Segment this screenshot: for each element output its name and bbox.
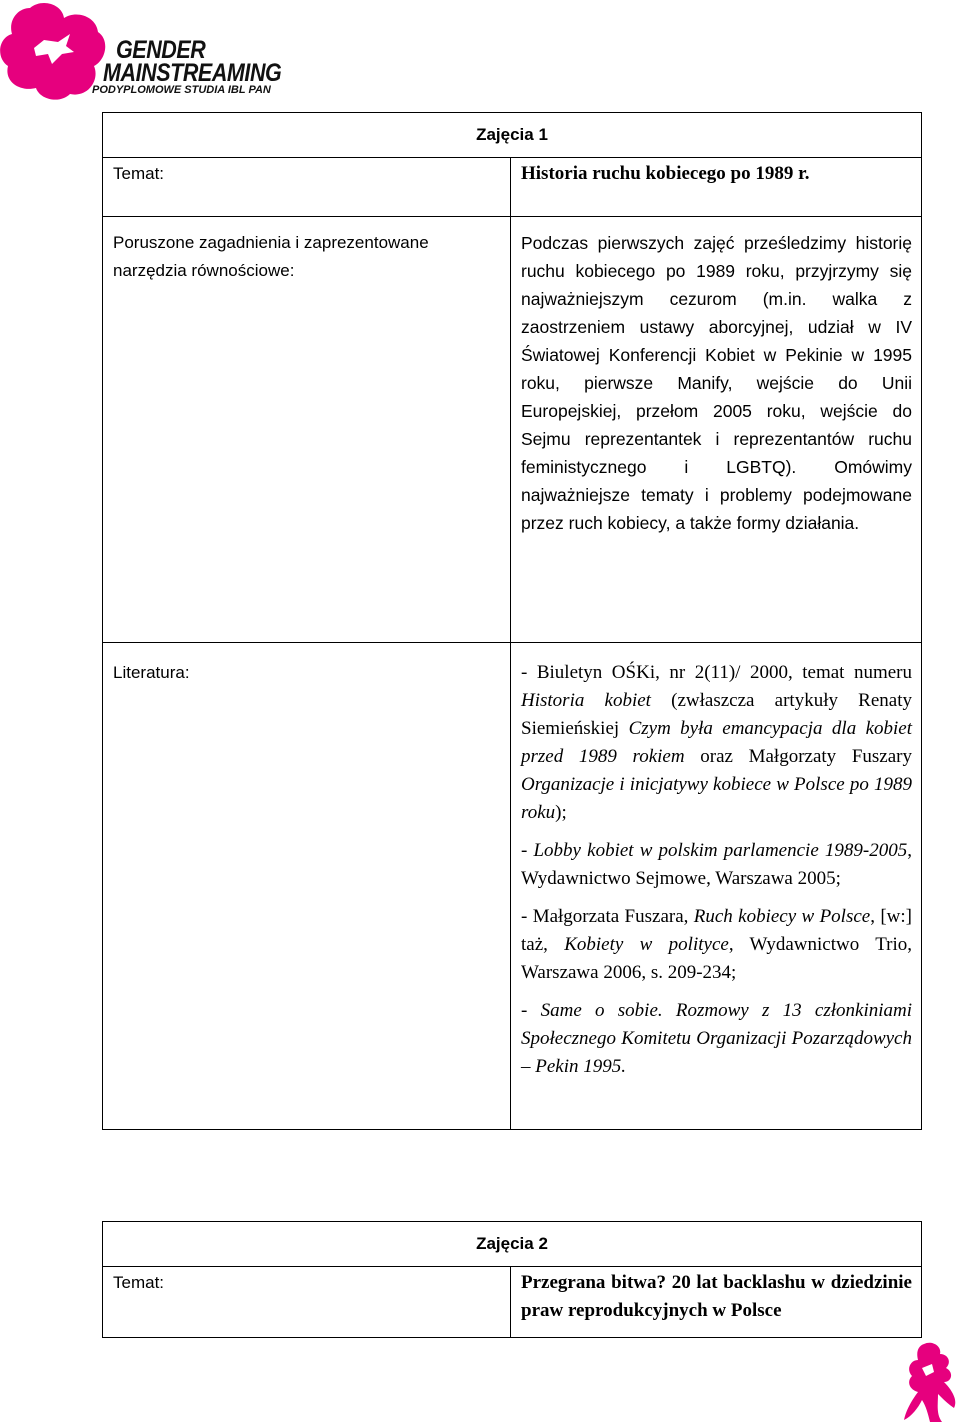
topic-value: Przegrana bitwa? 20 lat backlashu w dziedzinie praw reprodukcyjnych w Polsce [521,1272,912,1321]
topic-label: Temat: [103,1267,511,1337]
session2-topic-row [103,1267,921,1337]
pink-figure-icon [902,1342,960,1423]
literature-item: - Małgorzata Fuszara, Ruch kobiecy w Polsce, [w:] taż, Kobiety w polityce, Wydawnictwo Trio, Warszawa 2006, s. 209-234; [521,906,912,983]
literature-label: Literatura: [103,643,511,1129]
literature-list [511,643,921,1129]
session1-literature-row [103,642,921,1129]
literature-item: - Biuletyn OŚKi, nr 2(11)/ 2000, temat numeru Historia kobiet (zwłaszcza artykuły Renaty Siemieńskiej Czym była emancypacja dla kobiet przed 1989 rokiem oraz Małgorzaty Fuszary Organizacje i inicjatywy kobiece w Polsce po 1989 roku); [521,662,913,823]
literature-item: - Lobby kobiet w polskim parlamencie 1989-2005, Wydawnictwo Sejmowe, Warszawa 2005; [521,840,912,889]
session2-table [102,1221,922,1338]
literature-item: - Same o sobie. Rozmowy z 13 członkiniami Społecznego Komitetu Organizacji Pozarządowych – Pekin 1995. [521,1000,913,1077]
topic-value: Historia ruchu kobiecego po 1989 r. [521,163,810,184]
logo-line1: GENDER [116,36,206,64]
issues-text: Podczas pierwszych zajęć prześledzimy historię ruchu kobiecego po 1989 roku, przyjrzymy się najważniejszym cezurom (m.in. walka z zaostrzeniem ustawy aborcyjnej, udział w IV Światowej Konferencji Kobiet w Pekinie w 1995 roku, pierwsze Manify, wejście do Unii Europejskiej, przełom 2005 roku, wejście do Sejmu reprezentantek i reprezentantów ruchu feministycznego i LGBTQ). Omówimy najważniejsze tematy i problemy podejmowane przez ruch kobiecy, a także formy działania. [521,233,912,533]
logo-line2: MAINSTREAMING [103,59,282,87]
session1-issues-row [103,216,921,642]
topic-label: Temat: [103,158,511,216]
issues-label: Poruszone zagadnienia i zaprezentowane narzędzia równościowe: [103,217,511,642]
session1-title: Zajęcia 1 [103,113,921,158]
logo-line3: PODYPLOMOWE STUDIA IBL PAN [92,84,271,96]
session1-topic-row [103,158,921,216]
session2-title: Zajęcia 2 [103,1222,921,1267]
session1-table [102,112,922,1130]
logo [0,0,280,100]
